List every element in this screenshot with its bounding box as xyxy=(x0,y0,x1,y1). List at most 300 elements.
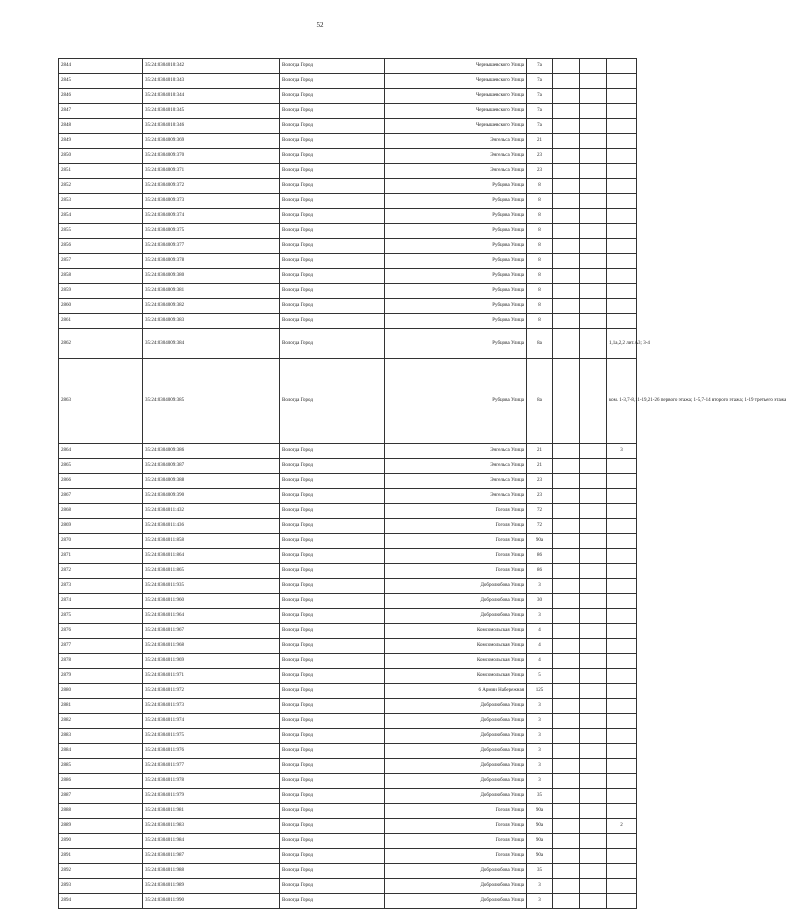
street-cell: 6 Армии Набережная xyxy=(385,684,527,699)
premises-note-cell xyxy=(607,609,637,624)
empty-cell xyxy=(553,149,580,164)
empty-cell xyxy=(553,819,580,834)
row-number-cell: 2894 xyxy=(59,894,143,909)
street-cell: Добролюбова Улица xyxy=(385,609,527,624)
empty-cell xyxy=(553,549,580,564)
city-cell: Вологда Город xyxy=(280,744,385,759)
row-number-cell: 2868 xyxy=(59,504,143,519)
rooms-cell xyxy=(580,329,607,359)
city-cell: Вологда Город xyxy=(280,534,385,549)
city-cell: Вологда Город xyxy=(280,684,385,699)
table-row xyxy=(59,759,637,774)
row-number-cell: 2893 xyxy=(59,879,143,894)
premises-note-cell xyxy=(607,579,637,594)
empty-cell xyxy=(553,104,580,119)
cadastral-number-cell: 35:24:0304009:372 xyxy=(143,179,280,194)
house-number-cell: 86 xyxy=(527,564,553,579)
premises-note-cell: 2 xyxy=(607,819,637,834)
city-cell: Вологда Город xyxy=(280,894,385,909)
house-number-cell: 7а xyxy=(527,104,553,119)
premises-note-cell: ком. 1-3,7-8,11-19,21-26 первого этажа; 1-5,7-14 второго этажа; 1-19 третьего этажа xyxy=(607,359,637,444)
empty-cell xyxy=(553,879,580,894)
street-cell: Энгельса Улица xyxy=(385,164,527,179)
row-number-cell: 2891 xyxy=(59,849,143,864)
city-cell: Вологда Город xyxy=(280,714,385,729)
house-number-cell: 4 xyxy=(527,654,553,669)
table-row xyxy=(59,624,637,639)
city-cell: Вологда Город xyxy=(280,609,385,624)
row-number-cell: 2879 xyxy=(59,669,143,684)
property-registry-table xyxy=(58,58,786,909)
table-row xyxy=(59,489,637,504)
city-cell: Вологда Город xyxy=(280,134,385,149)
row-number-cell: 2890 xyxy=(59,834,143,849)
empty-cell xyxy=(553,444,580,459)
table-row xyxy=(59,239,637,254)
empty-cell xyxy=(553,654,580,669)
cadastral-number-cell: 35:24:0304009:386 xyxy=(143,444,280,459)
empty-cell xyxy=(553,459,580,474)
premises-note-cell xyxy=(607,299,637,314)
table-row xyxy=(59,669,637,684)
premises-note-cell xyxy=(607,89,637,104)
row-number-cell: 2882 xyxy=(59,714,143,729)
row-number-cell: 2889 xyxy=(59,819,143,834)
empty-cell xyxy=(553,134,580,149)
row-number-cell: 2850 xyxy=(59,149,143,164)
empty-cell xyxy=(553,284,580,299)
city-cell: Вологда Город xyxy=(280,314,385,329)
premises-note-cell xyxy=(607,269,637,284)
premises-note-cell xyxy=(607,894,637,909)
table-row xyxy=(59,774,637,789)
empty-cell xyxy=(553,804,580,819)
table-row xyxy=(59,819,637,834)
rooms-cell xyxy=(580,504,607,519)
city-cell: Вологда Город xyxy=(280,179,385,194)
registry-body xyxy=(59,59,786,909)
house-number-cell: 72 xyxy=(527,519,553,534)
premises-note-cell xyxy=(607,254,637,269)
rooms-cell xyxy=(580,224,607,239)
house-number-cell: 8а xyxy=(527,329,553,359)
table-row xyxy=(59,684,637,699)
table-row xyxy=(59,894,637,909)
city-cell: Вологда Город xyxy=(280,624,385,639)
row-number-cell: 2859 xyxy=(59,284,143,299)
rooms-cell xyxy=(580,609,607,624)
city-cell: Вологда Город xyxy=(280,654,385,669)
rooms-cell xyxy=(580,134,607,149)
house-number-cell: 21 xyxy=(527,459,553,474)
house-number-cell: 3 xyxy=(527,744,553,759)
row-number-cell: 2886 xyxy=(59,774,143,789)
row-number-cell: 2849 xyxy=(59,134,143,149)
premises-note-cell: 3 xyxy=(607,444,637,459)
street-cell: Энгельса Улица xyxy=(385,474,527,489)
cadastral-number-cell: 35:24:0304011:973 xyxy=(143,699,280,714)
rooms-cell xyxy=(580,534,607,549)
house-number-cell: 8 xyxy=(527,299,553,314)
street-cell: Чернышевского Улица xyxy=(385,119,527,134)
empty-cell xyxy=(553,639,580,654)
empty-cell xyxy=(553,759,580,774)
city-cell: Вологда Город xyxy=(280,594,385,609)
premises-note-cell xyxy=(607,164,637,179)
street-cell: Рубцова Улица xyxy=(385,314,527,329)
rooms-cell xyxy=(580,359,607,444)
rooms-cell xyxy=(580,669,607,684)
table-row xyxy=(59,834,637,849)
house-number-cell: 8 xyxy=(527,209,553,224)
row-number-cell: 2854 xyxy=(59,209,143,224)
cadastral-number-cell: 35:24:0304011:967 xyxy=(143,624,280,639)
empty-cell xyxy=(553,714,580,729)
rooms-cell xyxy=(580,519,607,534)
premises-note-cell xyxy=(607,804,637,819)
rooms-cell xyxy=(580,549,607,564)
rooms-cell xyxy=(580,699,607,714)
table-row xyxy=(59,879,637,894)
cadastral-number-cell: 35:24:0304011:858 xyxy=(143,534,280,549)
street-cell: Гоголя Улица xyxy=(385,534,527,549)
street-cell: Рубцова Улица xyxy=(385,209,527,224)
house-number-cell: 5 xyxy=(527,669,553,684)
house-number-cell: 21 xyxy=(527,134,553,149)
street-cell: Энгельса Улица xyxy=(385,459,527,474)
row-number-cell: 2887 xyxy=(59,789,143,804)
empty-cell xyxy=(553,329,580,359)
table-row xyxy=(59,729,637,744)
cadastral-number-cell: 35:24:0304009:377 xyxy=(143,239,280,254)
street-cell: Гоголя Улица xyxy=(385,519,527,534)
row-number-cell: 2867 xyxy=(59,489,143,504)
row-number-cell: 2862 xyxy=(59,329,143,359)
house-number-cell: 8а xyxy=(527,359,553,444)
table-row xyxy=(59,119,637,134)
house-number-cell: 8 xyxy=(527,269,553,284)
city-cell: Вологда Город xyxy=(280,789,385,804)
cadastral-number-cell: 35:24:0304011:865 xyxy=(143,564,280,579)
street-cell: Гоголя Улица xyxy=(385,834,527,849)
street-cell: Добролюбова Улица xyxy=(385,789,527,804)
rooms-cell xyxy=(580,474,607,489)
street-cell: Рубцова Улица xyxy=(385,239,527,254)
table-row xyxy=(59,179,637,194)
rooms-cell xyxy=(580,119,607,134)
row-number-cell: 2858 xyxy=(59,269,143,284)
city-cell: Вологда Город xyxy=(280,224,385,239)
city-cell: Вологда Город xyxy=(280,149,385,164)
cadastral-number-cell: 35:24:0304011:969 xyxy=(143,654,280,669)
row-number-cell: 2884 xyxy=(59,744,143,759)
row-number-cell: 2874 xyxy=(59,594,143,609)
premises-note-cell xyxy=(607,549,637,564)
empty-cell xyxy=(553,269,580,284)
street-cell: Рубцова Улица xyxy=(385,224,527,239)
house-number-cell: 23 xyxy=(527,489,553,504)
page-number: 52 xyxy=(316,21,324,29)
cadastral-number-cell: 35:24:0304010:345 xyxy=(143,104,280,119)
cadastral-number-cell: 35:24:0304010:344 xyxy=(143,89,280,104)
row-number-cell: 2855 xyxy=(59,224,143,239)
table-row xyxy=(59,609,637,624)
row-number-cell: 2848 xyxy=(59,119,143,134)
street-cell: Гоголя Улица xyxy=(385,819,527,834)
cadastral-number-cell: 35:24:0304011:972 xyxy=(143,684,280,699)
city-cell: Вологда Город xyxy=(280,164,385,179)
city-cell: Вологда Город xyxy=(280,359,385,444)
rooms-cell xyxy=(580,149,607,164)
premises-note-cell xyxy=(607,504,637,519)
rooms-cell xyxy=(580,744,607,759)
house-number-cell: 90а xyxy=(527,849,553,864)
house-number-cell: 3 xyxy=(527,609,553,624)
table-row xyxy=(59,194,637,209)
street-cell: Добролюбова Улица xyxy=(385,744,527,759)
rooms-cell xyxy=(580,879,607,894)
cadastral-number-cell: 35:24:0304011:436 xyxy=(143,519,280,534)
table-row xyxy=(59,224,637,239)
row-number-cell: 2852 xyxy=(59,179,143,194)
premises-note-cell xyxy=(607,729,637,744)
premises-note-cell xyxy=(607,489,637,504)
house-number-cell: 35 xyxy=(527,864,553,879)
cadastral-number-cell: 35:24:0304011:975 xyxy=(143,729,280,744)
rooms-cell xyxy=(580,564,607,579)
house-number-cell: 125 xyxy=(527,684,553,699)
house-number-cell: 8 xyxy=(527,179,553,194)
street-cell: Рубцова Улица xyxy=(385,329,527,359)
table-row xyxy=(59,474,637,489)
rooms-cell xyxy=(580,239,607,254)
empty-cell xyxy=(553,504,580,519)
rooms-cell xyxy=(580,459,607,474)
table-row xyxy=(59,594,637,609)
house-number-cell: 3 xyxy=(527,879,553,894)
rooms-cell xyxy=(580,89,607,104)
rooms-cell xyxy=(580,164,607,179)
house-number-cell: 8 xyxy=(527,254,553,269)
table-row xyxy=(59,744,637,759)
premises-note-cell xyxy=(607,684,637,699)
row-number-cell: 2847 xyxy=(59,104,143,119)
premises-note-cell xyxy=(607,759,637,774)
street-cell: Энгельса Улица xyxy=(385,149,527,164)
table-row xyxy=(59,549,637,564)
premises-note-cell xyxy=(607,834,637,849)
rooms-cell xyxy=(580,864,607,879)
city-cell: Вологда Город xyxy=(280,194,385,209)
row-number-cell: 2870 xyxy=(59,534,143,549)
row-number-cell: 2885 xyxy=(59,759,143,774)
rooms-cell xyxy=(580,594,607,609)
empty-cell xyxy=(553,224,580,239)
rooms-cell xyxy=(580,579,607,594)
street-cell: Чернышевского Улица xyxy=(385,89,527,104)
cadastral-number-cell: 35:24:0304011:981 xyxy=(143,804,280,819)
city-cell: Вологда Город xyxy=(280,759,385,774)
row-number-cell: 2892 xyxy=(59,864,143,879)
empty-cell xyxy=(553,179,580,194)
city-cell: Вологда Город xyxy=(280,639,385,654)
house-number-cell: 4 xyxy=(527,639,553,654)
cadastral-number-cell: 35:24:0304011:984 xyxy=(143,834,280,849)
house-number-cell: 90а xyxy=(527,819,553,834)
empty-cell xyxy=(553,519,580,534)
cadastral-number-cell: 35:24:0304011:977 xyxy=(143,759,280,774)
table-row xyxy=(59,699,637,714)
empty-cell xyxy=(553,59,580,74)
house-number-cell: 3 xyxy=(527,774,553,789)
house-number-cell: 7а xyxy=(527,89,553,104)
premises-note-cell xyxy=(607,699,637,714)
house-number-cell: 35 xyxy=(527,789,553,804)
cadastral-number-cell: 35:24:0304011:964 xyxy=(143,609,280,624)
table-row xyxy=(59,714,637,729)
row-number-cell: 2888 xyxy=(59,804,143,819)
house-number-cell: 7а xyxy=(527,59,553,74)
city-cell: Вологда Город xyxy=(280,774,385,789)
empty-cell xyxy=(553,849,580,864)
cadastral-number-cell: 35:24:0304011:979 xyxy=(143,789,280,804)
house-number-cell: 90а xyxy=(527,534,553,549)
street-cell: Добролюбова Улица xyxy=(385,879,527,894)
cadastral-number-cell: 35:24:0304009:375 xyxy=(143,224,280,239)
city-cell: Вологда Город xyxy=(280,239,385,254)
city-cell: Вологда Город xyxy=(280,834,385,849)
cadastral-number-cell: 35:24:0304009:369 xyxy=(143,134,280,149)
rooms-cell xyxy=(580,714,607,729)
table-row xyxy=(59,74,637,89)
empty-cell xyxy=(553,254,580,269)
premises-note-cell xyxy=(607,459,637,474)
empty-cell xyxy=(553,774,580,789)
street-cell: Чернышевского Улица xyxy=(385,104,527,119)
premises-note-cell xyxy=(607,654,637,669)
empty-cell xyxy=(553,194,580,209)
house-number-cell: 3 xyxy=(527,759,553,774)
cadastral-number-cell: 35:24:0304011:971 xyxy=(143,669,280,684)
rooms-cell xyxy=(580,209,607,224)
cadastral-number-cell: 35:24:0304011:432 xyxy=(143,504,280,519)
cadastral-number-cell: 35:24:0304009:380 xyxy=(143,269,280,284)
row-number-cell: 2878 xyxy=(59,654,143,669)
premises-note-cell xyxy=(607,284,637,299)
row-number-cell: 2860 xyxy=(59,299,143,314)
premises-note-cell xyxy=(607,104,637,119)
row-number-cell: 2857 xyxy=(59,254,143,269)
house-number-cell: 90а xyxy=(527,804,553,819)
city-cell: Вологда Город xyxy=(280,59,385,74)
house-number-cell: 90а xyxy=(527,834,553,849)
street-cell: Рубцова Улица xyxy=(385,179,527,194)
house-number-cell: 30 xyxy=(527,594,553,609)
empty-cell xyxy=(553,564,580,579)
cadastral-number-cell: 35:24:0304011:974 xyxy=(143,714,280,729)
table-row xyxy=(59,789,637,804)
table-row xyxy=(59,314,637,329)
cadastral-number-cell: 35:24:0304010:342 xyxy=(143,59,280,74)
empty-cell xyxy=(553,609,580,624)
table-row xyxy=(59,134,637,149)
cadastral-number-cell: 35:24:0304009:381 xyxy=(143,284,280,299)
city-cell: Вологда Город xyxy=(280,104,385,119)
street-cell: Рубцова Улица xyxy=(385,269,527,284)
house-number-cell: 3 xyxy=(527,579,553,594)
empty-cell xyxy=(553,789,580,804)
empty-cell xyxy=(553,299,580,314)
city-cell: Вологда Город xyxy=(280,519,385,534)
table-row xyxy=(59,209,637,224)
street-cell: Рубцова Улица xyxy=(385,359,527,444)
street-cell: Гоголя Улица xyxy=(385,564,527,579)
empty-cell xyxy=(553,594,580,609)
premises-note-cell xyxy=(607,239,637,254)
rooms-cell xyxy=(580,444,607,459)
city-cell: Вологда Город xyxy=(280,119,385,134)
row-number-cell: 2881 xyxy=(59,699,143,714)
row-number-cell: 2853 xyxy=(59,194,143,209)
row-number-cell: 2866 xyxy=(59,474,143,489)
row-number-cell: 2863 xyxy=(59,359,143,444)
table-row xyxy=(59,564,637,579)
premises-note-cell xyxy=(607,714,637,729)
street-cell: Гоголя Улица xyxy=(385,504,527,519)
cadastral-number-cell: 35:24:0304009:373 xyxy=(143,194,280,209)
cadastral-number-cell: 35:24:0304011:968 xyxy=(143,639,280,654)
premises-note-cell xyxy=(607,194,637,209)
empty-cell xyxy=(553,534,580,549)
empty-cell xyxy=(553,729,580,744)
premises-note-cell xyxy=(607,149,637,164)
city-cell: Вологда Город xyxy=(280,729,385,744)
premises-note-cell xyxy=(607,474,637,489)
city-cell: Вологда Город xyxy=(280,564,385,579)
empty-cell xyxy=(553,744,580,759)
premises-note-cell xyxy=(607,639,637,654)
rooms-cell xyxy=(580,299,607,314)
table-row xyxy=(59,849,637,864)
empty-cell xyxy=(553,89,580,104)
house-number-cell: 7а xyxy=(527,74,553,89)
rooms-cell xyxy=(580,774,607,789)
cadastral-number-cell: 35:24:0304009:388 xyxy=(143,474,280,489)
cadastral-number-cell: 35:24:0304011:960 xyxy=(143,594,280,609)
house-number-cell: 23 xyxy=(527,164,553,179)
premises-note-cell xyxy=(607,519,637,534)
house-number-cell: 23 xyxy=(527,474,553,489)
table-row xyxy=(59,639,637,654)
row-number-cell: 2851 xyxy=(59,164,143,179)
rooms-cell xyxy=(580,759,607,774)
premises-note-cell xyxy=(607,879,637,894)
table-row xyxy=(59,254,637,269)
rooms-cell xyxy=(580,849,607,864)
street-cell: Комсомольская Улица xyxy=(385,639,527,654)
cadastral-number-cell: 35:24:0304009:378 xyxy=(143,254,280,269)
empty-cell xyxy=(553,474,580,489)
street-cell: Добролюбова Улица xyxy=(385,759,527,774)
empty-cell xyxy=(553,74,580,89)
cadastral-number-cell: 35:24:0304010:343 xyxy=(143,74,280,89)
street-cell: Энгельса Улица xyxy=(385,489,527,504)
row-number-cell: 2875 xyxy=(59,609,143,624)
house-number-cell: 8 xyxy=(527,239,553,254)
premises-note-cell xyxy=(607,314,637,329)
city-cell: Вологда Город xyxy=(280,269,385,284)
house-number-cell: 8 xyxy=(527,224,553,239)
